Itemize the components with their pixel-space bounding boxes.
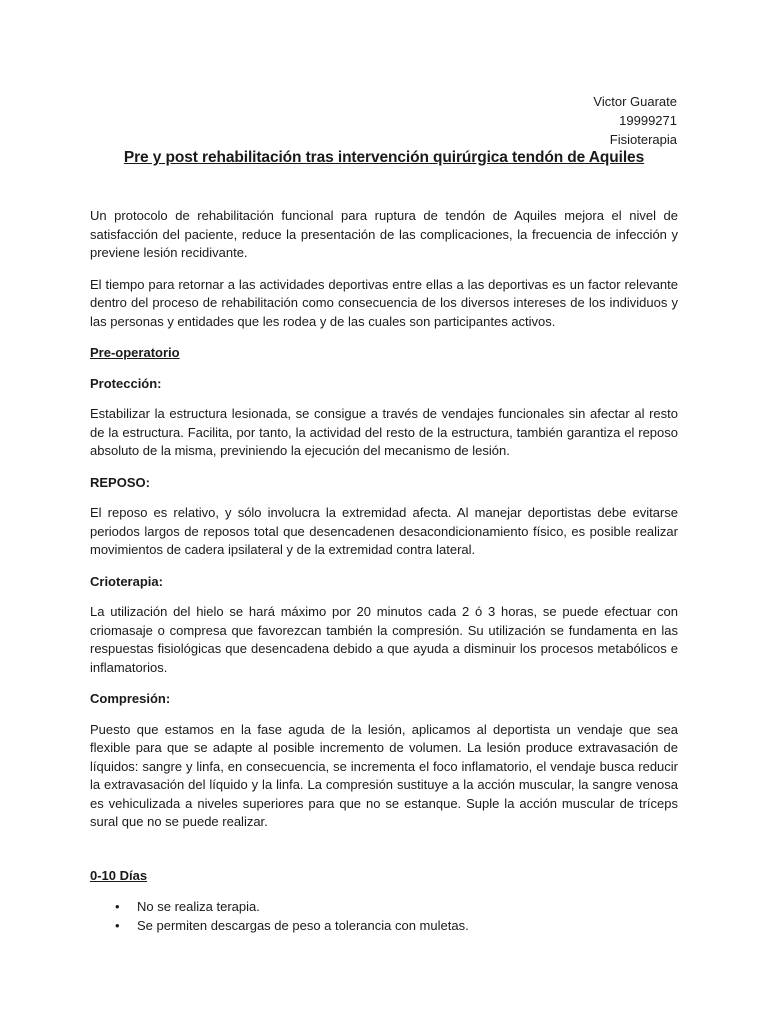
crioterapia-heading: Crioterapia:: [90, 573, 163, 589]
document-body: [90, 207, 678, 935]
phase-0-10-list: [90, 897, 678, 935]
preop-heading: Pre-operatorio: [90, 345, 180, 360]
section-spacer: [90, 845, 678, 867]
author-department: Fisioterapia: [609, 132, 677, 147]
list-item: [115, 897, 678, 916]
list-item: [115, 916, 678, 935]
bullet-icon: •: [115, 899, 120, 914]
compresion-heading: Compresión:: [90, 691, 171, 706]
bullet-icon: •: [115, 918, 120, 933]
proteccion-heading: Protección:: [90, 375, 162, 391]
phase-0-10-heading: 0-10 Días: [90, 867, 148, 883]
crioterapia-text: La utilización del hielo se hará máximo por 20 minutos cada 2 ó 3 horas, se puede efectuar con criomasaje o compresa que favorezcan también la compresión. Su utilización se fundamenta en las respuestas fisiológicas que desencadena debido a que ayuda a disminuir los procesos metabólicos e inflamatorios.: [90, 604, 678, 675]
document-title: Pre y post rehabilitación tras intervención quirúrgica tendón de Aquiles: [123, 149, 645, 166]
author-id: 19999271: [619, 113, 677, 128]
author-header: [593, 92, 677, 149]
author-name: Victor Guarate: [593, 94, 677, 109]
proteccion-text: Estabilizar la estructura lesionada, se consigue a través de vendajes funcionales sin afectar al resto de la estructura. Facilita, por tanto, la actividad del resto de la estructura, también garantiza el reposo absoluto de la misma, previniendo la ejecución del mecanismo de lesión.: [90, 406, 678, 458]
list-item-text: Se permiten descargas de peso a tolerancia con muletas.: [137, 918, 469, 933]
reposo-heading: REPOSO:: [90, 474, 150, 490]
compresion-text: Puesto que estamos en la fase aguda de la lesión, aplicamos al deportista un vendaje que sea flexible para que se adapte al posible incremento de volumen. La lesión produce extravasación de líquidos: sangre y linfa, en consecuencia, se incrementa el foco inflamatorio, el vendaje busca reducir la extravasación del líquido y la linfa. La compresión sustituye a la acción muscular, la sangre venosa es vehiculizada a niveles superiores para que no se estanque. Suple la acción muscular de tríceps sural que no se puede realizar.: [90, 721, 678, 829]
list-item-text: No se realiza terapia.: [137, 899, 260, 914]
intro-paragraph-1: Un protocolo de rehabilitación funcional para ruptura de tendón de Aquiles mejora el nivel de satisfacción del paciente, reduce la presentación de las complicaciones, la frecuencia de infección y previene lesión recidivante.: [90, 208, 678, 260]
intro-paragraph-2: El tiempo para retornar a las actividades deportivas entre ellas a las deportivas es un factor relevante dentro del proceso de rehabilitación como consecuencia de los diversos intereses de los individuos y las personas y entidades que les rodea y de las cuales son participantes activos.: [90, 276, 678, 329]
reposo-text: El reposo es relativo, y sólo involucra la extremidad afecta. Al manejar deportistas debe evitarse periodos largos de reposos total que desencadenen desacondicionamiento físico, es posible realizar movimientos de cadera ipsilateral y de la extremidad contra lateral.: [90, 505, 678, 557]
